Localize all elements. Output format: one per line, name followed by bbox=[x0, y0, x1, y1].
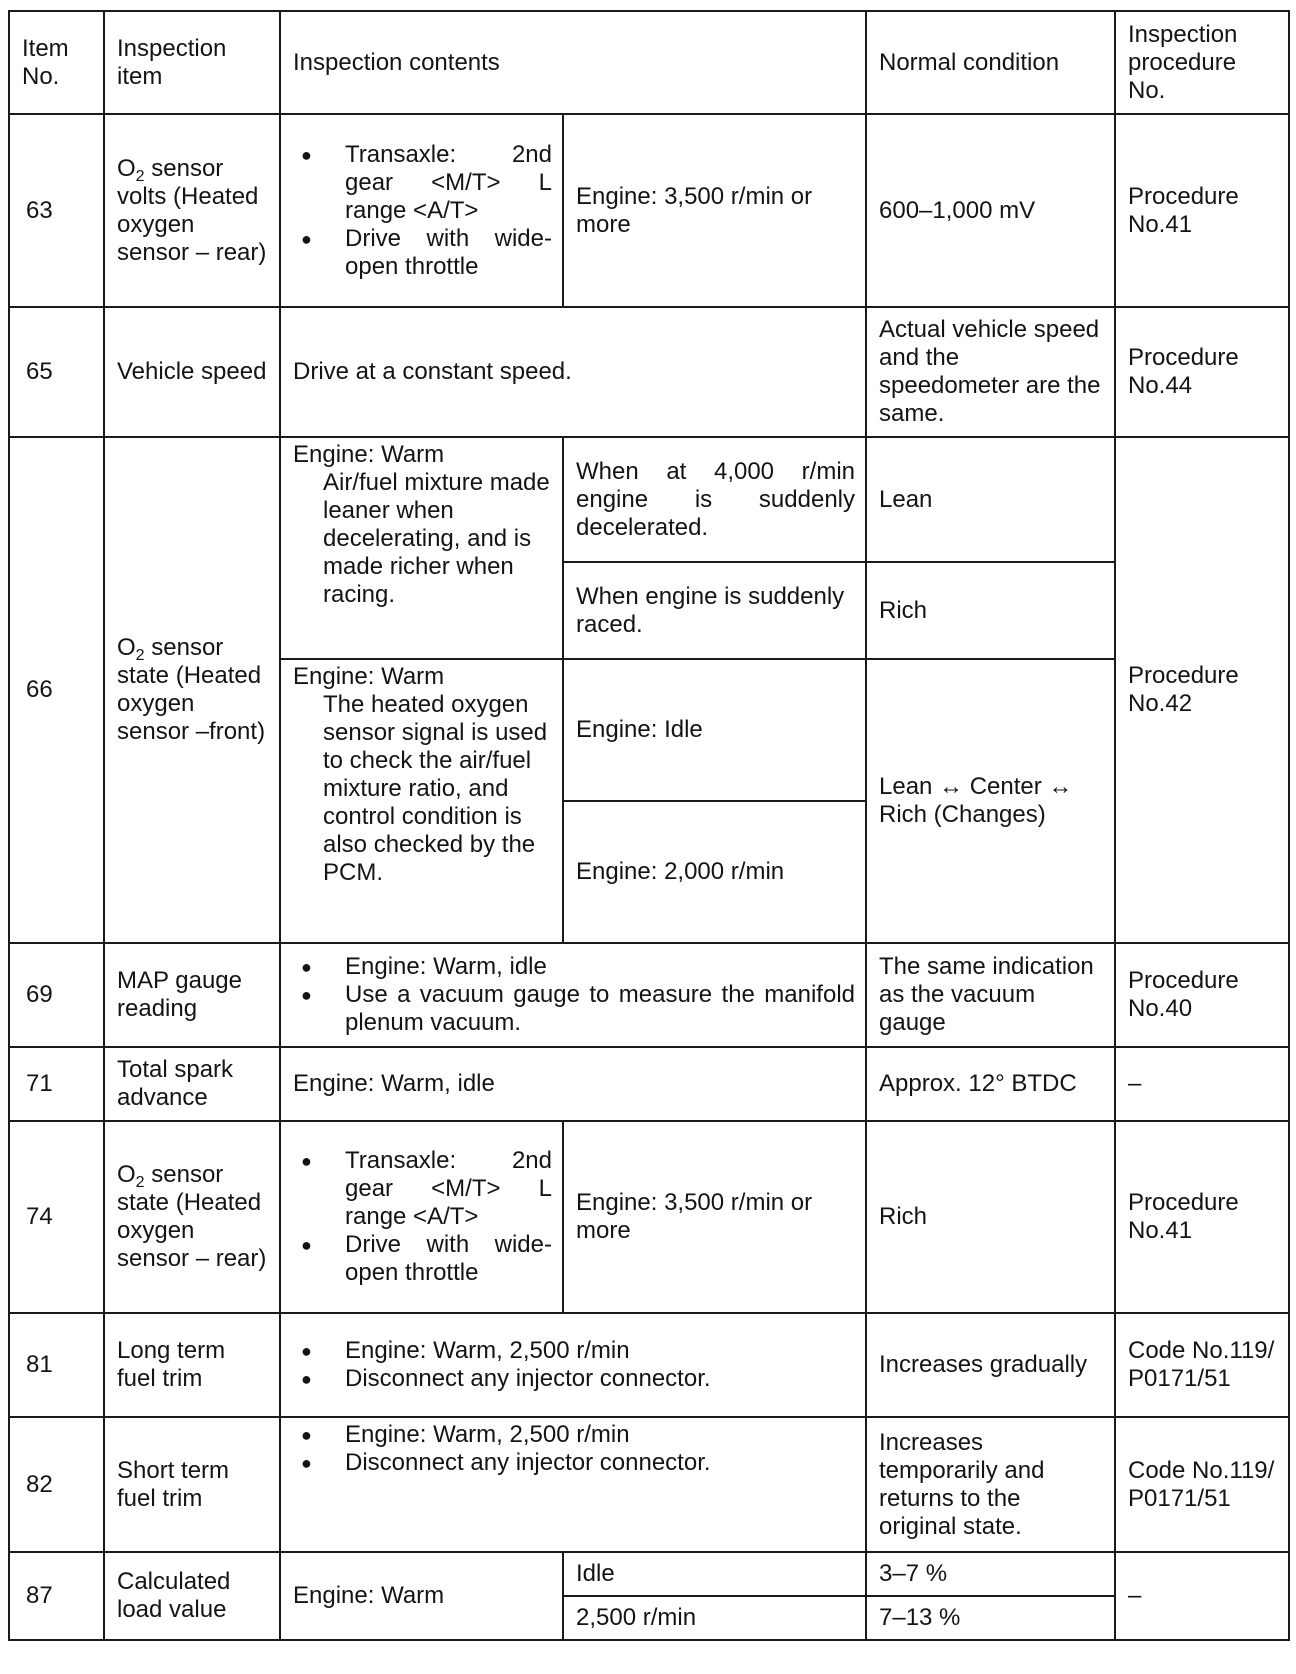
bullet-list bbox=[293, 953, 855, 1037]
procedure-cell: Procedure No.41 bbox=[1115, 114, 1289, 307]
condition-cell: Idle bbox=[563, 1552, 866, 1596]
normal-condition-cell: Rich bbox=[866, 562, 1115, 659]
contents-block-1 bbox=[280, 437, 563, 659]
item-subscript: 2 bbox=[135, 647, 145, 664]
item-no-cell: 81 bbox=[9, 1313, 104, 1417]
procedure-cell: Procedure No.42 bbox=[1115, 437, 1289, 943]
bullet-item: ● Use a vacuum gauge to measure the manifold plenum vacuum. bbox=[293, 981, 855, 1037]
table-row-63 bbox=[9, 114, 1289, 307]
procedure-cell: Procedure No.41 bbox=[1115, 1121, 1289, 1313]
item-text-rest: sensor state (Heated oxygen sensor –front) bbox=[117, 634, 266, 745]
header-item-no: Item No. bbox=[9, 11, 104, 114]
condition-cell: Engine: 3,500 r/min or more bbox=[563, 114, 866, 307]
normal-condition-cell: Lean ↔ Center ↔ Rich (Changes) bbox=[866, 659, 1115, 943]
contents-cell bbox=[280, 1121, 563, 1313]
table-row-66 bbox=[9, 437, 1289, 562]
bullet-item: ● Disconnect any injector connector. bbox=[293, 1449, 855, 1477]
contents-title: Engine: Warm bbox=[293, 441, 445, 468]
inspection-item-cell bbox=[104, 114, 280, 307]
table-row-65 bbox=[9, 307, 1289, 437]
contents-cell: Engine: Warm bbox=[280, 1552, 563, 1640]
item-text: O bbox=[117, 154, 136, 182]
header-normal-condition: Normal condition bbox=[866, 11, 1115, 114]
bullet-list bbox=[293, 141, 552, 281]
condition-cell: Engine: 2,000 r/min bbox=[563, 801, 866, 943]
table-row-69 bbox=[9, 943, 1289, 1047]
normal-condition-cell: 600–1,000 mV bbox=[866, 114, 1115, 307]
inspection-item-cell: MAP gauge reading bbox=[104, 943, 280, 1047]
table-row-87 bbox=[9, 1552, 1289, 1596]
table-row-71 bbox=[9, 1047, 1289, 1121]
bullet-list bbox=[293, 1337, 855, 1393]
contents-cell bbox=[280, 114, 563, 307]
item-no-cell: 65 bbox=[9, 307, 104, 437]
normal-condition-cell: 7–13 % bbox=[866, 1596, 1115, 1640]
condition-cell: Engine: 3,500 r/min or more bbox=[563, 1121, 866, 1313]
contents-title: Engine: Warm bbox=[293, 663, 445, 690]
item-no-cell: 87 bbox=[9, 1552, 104, 1640]
inspection-item-cell: Short term fuel trim bbox=[104, 1417, 280, 1552]
item-no-cell: 74 bbox=[9, 1121, 104, 1313]
item-no-cell: 66 bbox=[9, 437, 104, 943]
inspection-item-cell: Total spark advance bbox=[104, 1047, 280, 1121]
table-row-82 bbox=[9, 1417, 1289, 1552]
procedure-cell: – bbox=[1115, 1552, 1289, 1640]
contents-description: Air/fuel mixture made leaner when decelerating, and is made richer when racing. bbox=[323, 469, 550, 608]
header-inspection-contents: Inspection contents bbox=[280, 11, 866, 114]
bullet-item: ● Disconnect any injector connector. bbox=[293, 1365, 855, 1393]
inspection-sheet bbox=[8, 10, 1288, 1641]
inspection-item-cell bbox=[104, 1121, 280, 1313]
contents-cell bbox=[280, 1313, 866, 1417]
bullet-item: ● Transaxle: 2nd gear <M/T> L range <A/T> bbox=[293, 1147, 552, 1231]
table-row-74 bbox=[9, 1121, 1289, 1313]
item-text-rest: sensor volts (Heated oxygen sensor – rear) bbox=[117, 154, 267, 266]
procedure-cell: Procedure No.40 bbox=[1115, 943, 1289, 1047]
bullet-item: ● Drive with wide-open throttle bbox=[293, 225, 552, 281]
item-no-cell: 71 bbox=[9, 1047, 104, 1121]
header-procedure-no: Inspection procedure No. bbox=[1115, 11, 1289, 114]
item-no-cell: 69 bbox=[9, 943, 104, 1047]
contents-description: The heated oxygen sensor signal is used to check the air/fuel mixture ratio, and control condition is also checked by the PCM. bbox=[323, 691, 548, 886]
contents-cell bbox=[280, 943, 866, 1047]
normal-condition-cell: Increases gradually bbox=[866, 1313, 1115, 1417]
item-no-cell: 82 bbox=[9, 1417, 104, 1552]
bullet-list bbox=[293, 1421, 855, 1477]
procedure-cell: Code No.119/ P0171/51 bbox=[1115, 1313, 1289, 1417]
contents-cell: Engine: Warm, idle bbox=[280, 1047, 866, 1121]
procedure-cell: Code No.119/ P0171/51 bbox=[1115, 1417, 1289, 1552]
normal-condition-cell: Approx. 12° BTDC bbox=[866, 1047, 1115, 1121]
item-text: O bbox=[117, 634, 136, 661]
header-inspection-item: Inspection item bbox=[104, 11, 280, 114]
bullet-item: ● Engine: Warm, idle bbox=[293, 953, 855, 981]
condition-cell: When engine is suddenly raced. bbox=[563, 562, 866, 659]
item-subscript: 2 bbox=[135, 1174, 145, 1191]
contents-cell bbox=[280, 1417, 866, 1552]
item-text-rest: sensor state (Heated oxygen sensor – rear) bbox=[117, 1161, 267, 1272]
contents-cell: Drive at a constant speed. bbox=[280, 307, 866, 437]
procedure-cell: Procedure No.44 bbox=[1115, 307, 1289, 437]
header-row bbox=[9, 11, 1289, 114]
inspection-item-cell: Long term fuel trim bbox=[104, 1313, 280, 1417]
inspection-item-cell: Calculated load value bbox=[104, 1552, 280, 1640]
item-text: O bbox=[117, 1161, 136, 1188]
bullet-item: ● Transaxle: 2nd gear <M/T> L range <A/T> bbox=[293, 141, 552, 225]
contents-block-2 bbox=[280, 659, 563, 943]
bullet-list bbox=[293, 1147, 552, 1287]
normal-condition-cell: Increases temporarily and returns to the original state. bbox=[866, 1417, 1115, 1552]
condition-cell: When at 4,000 r/min engine is suddenly decelerated. bbox=[563, 437, 866, 562]
normal-condition-cell: Actual vehicle speed and the speedometer are the same. bbox=[866, 307, 1115, 437]
item-subscript: 2 bbox=[135, 167, 145, 185]
procedure-cell: – bbox=[1115, 1047, 1289, 1121]
condition-cell: 2,500 r/min bbox=[563, 1596, 866, 1640]
inspection-table bbox=[8, 10, 1290, 1641]
normal-condition-cell: Lean bbox=[866, 437, 1115, 562]
inspection-item-cell: Vehicle speed bbox=[104, 307, 280, 437]
normal-condition-cell: The same indication as the vacuum gauge bbox=[866, 943, 1115, 1047]
item-no-cell: 63 bbox=[9, 114, 104, 307]
bullet-item: ● Engine: Warm, 2,500 r/min bbox=[293, 1337, 855, 1365]
inspection-item-cell bbox=[104, 437, 280, 943]
normal-condition-cell: Rich bbox=[866, 1121, 1115, 1313]
table-row-81 bbox=[9, 1313, 1289, 1417]
normal-condition-cell: 3–7 % bbox=[866, 1552, 1115, 1596]
bullet-item: ● Engine: Warm, 2,500 r/min bbox=[293, 1421, 855, 1449]
condition-cell: Engine: Idle bbox=[563, 659, 866, 801]
bullet-item: ● Drive with wide-open throttle bbox=[293, 1231, 552, 1287]
